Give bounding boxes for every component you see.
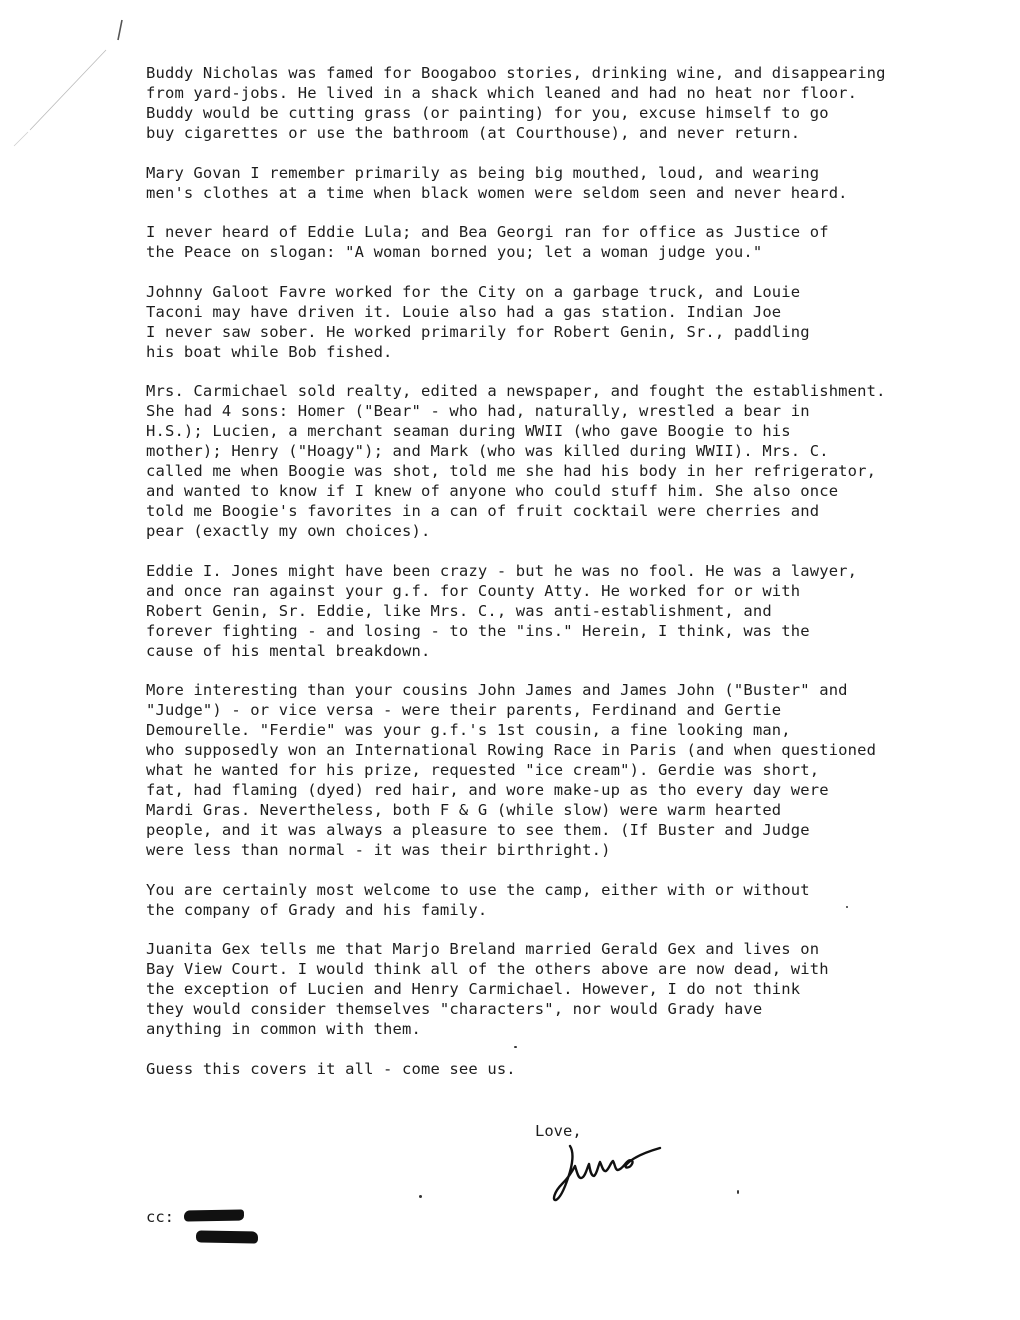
paragraph-mrs-carmichael	[146, 381, 976, 541]
text-line: cause of his mental breakdown.	[146, 641, 431, 660]
redaction-mark	[184, 1209, 244, 1221]
text-line: More interesting than your cousins John James and James John ("Buster" and	[146, 681, 848, 699]
text-line: H.S.); Lucien, a merchant seaman during WWII (who gave Boogie to his	[146, 422, 791, 440]
paragraph-closing-remark	[146, 1059, 976, 1079]
text-line: Juanita Gex tells me that Marjo Breland married Gerald Gex and lives on	[146, 940, 820, 958]
text-line: mother); Henry ("Hoagy"); and Mark (who was killed during WWII). Mrs. C.	[146, 442, 829, 460]
cc-label: cc:	[146, 1208, 174, 1226]
paragraph-johnny-favre	[146, 282, 976, 362]
paragraph-mary-govan	[146, 163, 976, 203]
closing-salutation: Love,	[535, 1122, 582, 1140]
text-line: I never heard of Eddie Lula; and Bea Georgi ran for office as Justice of	[146, 223, 829, 241]
paper-speck	[737, 1190, 739, 1194]
text-line: people, and it was always a pleasure to see them. (If Buster and Judge	[146, 821, 810, 839]
text-line: "Judge") - or vice versa - were their parents, Ferdinand and Gertie	[146, 701, 782, 719]
text-line: Buddy Nicholas was famed for Boogaboo stories, drinking wine, and disappearing	[146, 64, 886, 82]
text-line: Taconi may have driven it. Louie also had a gas station. Indian Joe	[146, 302, 782, 321]
text-line: and wanted to know if I knew of anyone who could stuff him. She also once	[146, 482, 839, 500]
text-line: Mardi Gras. Nevertheless, both F & G (while slow) were warm hearted	[146, 801, 782, 819]
redaction-mark	[196, 1230, 258, 1243]
paragraph-juanita-gex	[146, 939, 976, 1039]
text-line: the Peace on slogan: "A woman borned you; let a woman judge you."	[146, 243, 763, 261]
paper-speck	[419, 1195, 422, 1198]
text-line: Demourelle. "Ferdie" was your g.f.'s 1st cousin, a fine looking man,	[146, 721, 791, 739]
handwritten-signature	[548, 1138, 678, 1208]
paragraph-eddie-lula	[146, 222, 976, 262]
text-line: I never saw sober. He worked primarily for Robert Genin, Sr., paddling	[146, 322, 810, 341]
paper-speck	[514, 1046, 517, 1048]
text-line: his boat while Bob fished.	[146, 342, 393, 361]
text-line: buy cigarettes or use the bathroom (at Courthouse), and never return.	[146, 124, 801, 142]
text-line: from yard-jobs. He lived in a shack which leaned and had no heat nor floor.	[146, 84, 858, 102]
paragraph-demourelle	[146, 680, 976, 860]
text-line: who supposedly won an International Rowing Race in Paris (and when questioned	[146, 741, 877, 759]
letter-body	[146, 63, 976, 1098]
text-line: they would consider themselves "characters", nor would Grady have	[146, 1000, 763, 1018]
text-line: Robert Genin, Sr. Eddie, like Mrs. C., was anti-establishment, and	[146, 601, 772, 620]
text-line: forever fighting - and losing - to the "ins." Herein, I think, was the	[146, 621, 810, 640]
paragraph-camp	[146, 880, 976, 920]
text-line: what he wanted for his prize, requested "ice cream"). Gerdie was short,	[146, 761, 820, 779]
text-line: men's clothes at a time when black women were seldom seen and never heard.	[146, 183, 848, 202]
text-line: told me Boogie's favorites in a can of fruit cocktail were cherries and	[146, 502, 820, 520]
text-line: Johnny Galoot Favre worked for the City on a garbage truck, and Louie	[146, 282, 801, 301]
text-line: Eddie I. Jones might have been crazy - but he was no fool. He was a lawyer,	[146, 561, 858, 580]
paragraph-eddie-jones	[146, 561, 976, 661]
text-line: She had 4 sons: Homer ("Bear" - who had, naturally, wrestled a bear in	[146, 402, 810, 420]
text-line: pear (exactly my own choices).	[146, 522, 431, 540]
text-line: anything in common with them.	[146, 1020, 421, 1038]
text-line: Mary Govan I remember primarily as being big mouthed, loud, and wearing	[146, 163, 820, 182]
text-line: You are certainly most welcome to use the camp, either with or without	[146, 880, 810, 899]
text-line: fat, had flaming (dyed) red hair, and wore make-up as tho every day were	[146, 781, 829, 799]
text-line: Mrs. Carmichael sold realty, edited a newspaper, and fought the establishment.	[146, 382, 886, 400]
text-line: the company of Grady and his family.	[146, 900, 488, 919]
text-line: the exception of Lucien and Henry Carmichael. However, I do not think	[146, 980, 801, 998]
text-line: Buddy would be cutting grass (or painting) for you, excuse himself to go	[146, 104, 829, 122]
text-line: Guess this covers it all - come see us.	[146, 1059, 516, 1078]
text-line: Bay View Court. I would think all of the others above are now dead, with	[146, 960, 829, 978]
stray-pen-mark	[10, 18, 130, 158]
text-line: and once ran against your g.f. for County Atty. He worked for or with	[146, 581, 801, 600]
text-line: were less than normal - it was their birthright.)	[146, 841, 611, 859]
paper-speck	[846, 906, 848, 908]
text-line: called me when Boogie was shot, told me she had his body in her refrigerator,	[146, 462, 877, 480]
paragraph-buddy-nicholas	[146, 63, 976, 143]
